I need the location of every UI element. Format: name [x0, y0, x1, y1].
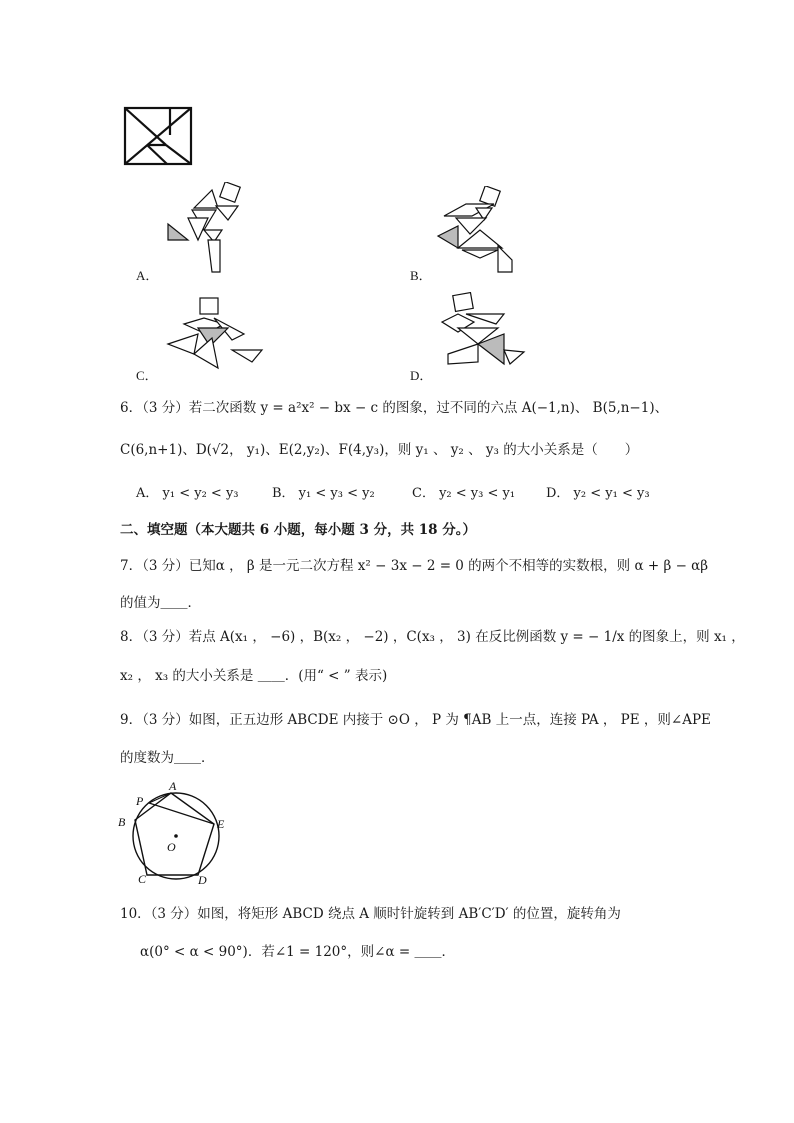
tangram-figure-b: [436, 186, 516, 274]
label-o: O: [167, 840, 176, 854]
question-9-line-1: 9．（3 分）如图，正五边形 ABCDE 内接于 ⊙O ， P 为 ¶AB 上一点，连接 PA ， PE ，则∠APE: [120, 712, 711, 728]
option-c-label: C．: [136, 368, 158, 383]
option-d-label: D．: [410, 368, 433, 383]
question-10-line-1: 10．（3 分）如图，将矩形 ABCD 绕点 A 顺时针旋转到 AB′C′D′ 的位置，旋转角为: [120, 906, 621, 922]
section-2-title: 二、填空题（本大题共 6 小题，每小题 3 分，共 18 分。）: [120, 522, 477, 538]
question-8-line-1: 8．（3 分）若点 A(x₁ ， −6) ，B(x₂ ， −2) ，C(x₃ ， 3) 在反比例函数 y = − 1/x 的图象上，则 x₁ ，: [120, 629, 745, 645]
label-d: D: [198, 873, 207, 887]
question-6-option-c: C． y₂ < y₃ < y₁: [412, 486, 516, 501]
question-10-line-2: α(0° < α < 90°)．若∠1 = 120°，则∠α = ＿＿．: [140, 944, 455, 960]
tangram-figure-c: [166, 296, 266, 372]
label-a: A: [169, 779, 177, 793]
question-7-line-2: 的值为＿＿．: [120, 595, 201, 611]
question-8-line-2: x₂ ， x₃ 的大小关系是 ＿＿．(用“ < ” 表示): [120, 668, 388, 684]
label-e: E: [217, 817, 225, 831]
option-b-label: B．: [410, 268, 432, 283]
tangram-square-figure: [122, 105, 194, 167]
label-c: C: [138, 872, 147, 886]
question-9-line-2: 的度数为＿＿．: [120, 750, 215, 766]
option-a-label: A．: [136, 268, 159, 283]
question-6-option-b: B． y₁ < y₃ < y₂: [272, 486, 375, 501]
question-6-option-a: A． y₁ < y₂ < y₃: [136, 486, 239, 501]
tangram-figure-a: [164, 182, 250, 274]
pentagon-circle-figure: [114, 776, 242, 888]
question-6-line-1: 6．（3 分）若二次函数 y = a²x² − bx − c 的图象，过不同的六点 A(−1,n)、 B(5,n−1)、: [120, 400, 669, 416]
tangram-figure-d: [438, 292, 528, 372]
question-7-line-1: 7．（3 分）已知α ， β 是一元二次方程 x² − 3x − 2 = 0 的两个不相等的实数根，则 α + β − αβ: [120, 558, 709, 574]
question-6-line-2: C(6,n+1)、D(√2， y₁)、E(2,y₂)、F(4,y₃)，则 y₁ 、 y₂ 、 y₃ 的大小关系是（ ）: [120, 442, 639, 458]
label-b: B: [118, 815, 126, 829]
question-6-option-d: D． y₂ < y₁ < y₃: [546, 486, 650, 501]
label-p: P: [136, 794, 144, 808]
